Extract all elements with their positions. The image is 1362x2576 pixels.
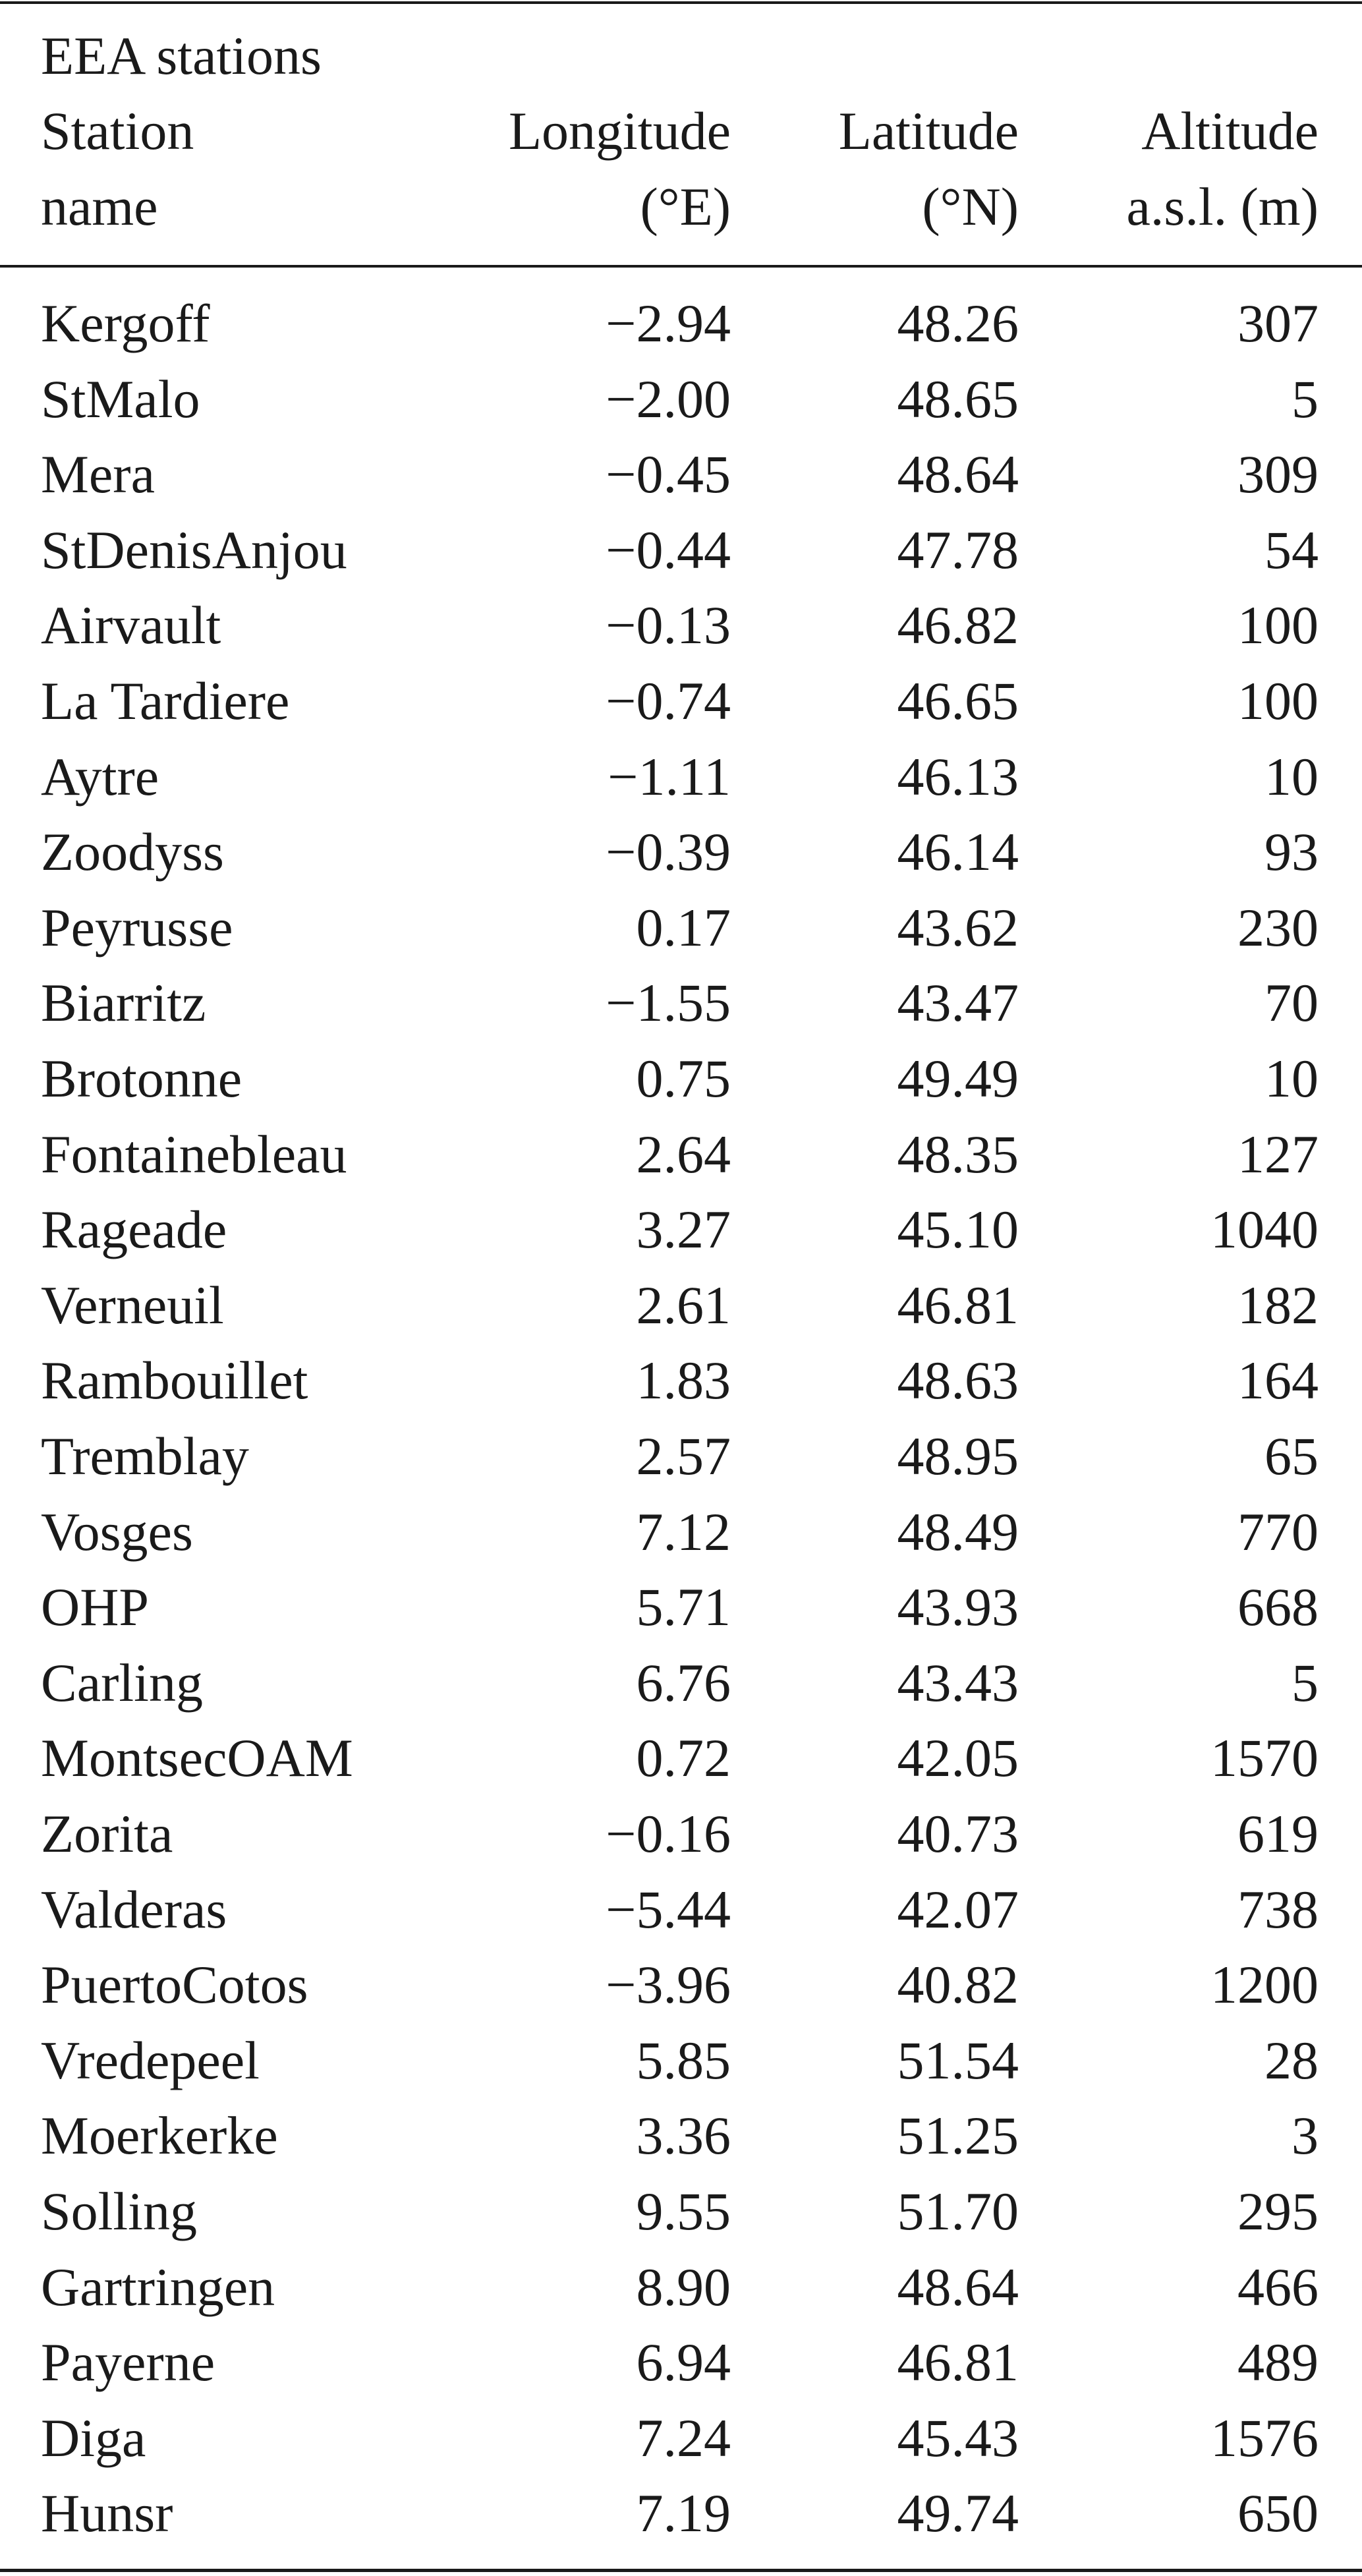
latitude-cell: 49.49 (897, 1048, 1019, 1108)
longitude-cell: 3.36 (636, 2105, 731, 2165)
longitude-cell: 7.24 (636, 2408, 731, 2468)
latitude-cell: 51.25 (897, 2105, 1019, 2165)
longitude-cell: −0.44 (606, 520, 731, 580)
longitude-cell: −2.00 (606, 369, 731, 429)
latitude-cell: 46.81 (897, 1275, 1019, 1335)
station-name-cell: Vredepeel (41, 2030, 260, 2090)
altitude-cell: 65 (1264, 1426, 1319, 1486)
station-name-cell: StDenisAnjou (41, 520, 347, 580)
longitude-cell: 2.64 (636, 1124, 731, 1184)
station-name-cell: MontsecOAM (41, 1728, 353, 1788)
station-name-cell: Gartringen (41, 2257, 275, 2317)
altitude-cell: 54 (1264, 520, 1319, 580)
table-bottom-rule (0, 2569, 1362, 2572)
altitude-cell: 1200 (1210, 1955, 1319, 2015)
longitude-cell: −3.96 (606, 1955, 731, 2015)
altitude-cell: 738 (1237, 1879, 1319, 1939)
station-name-cell: Solling (41, 2181, 197, 2241)
latitude-cell: 51.54 (897, 2030, 1019, 2090)
table-top-rule (0, 1, 1362, 4)
latitude-cell: 48.35 (897, 1124, 1019, 1184)
header-altitude-line-1: Altitude (1141, 101, 1319, 161)
latitude-cell: 46.65 (897, 671, 1019, 731)
header-name-line-1: Station (41, 101, 194, 161)
altitude-cell: 650 (1237, 2483, 1319, 2543)
altitude-cell: 1570 (1210, 1728, 1319, 1788)
altitude-cell: 100 (1237, 671, 1319, 731)
latitude-cell: 49.74 (897, 2483, 1019, 2543)
longitude-cell: 3.27 (636, 1199, 731, 1259)
longitude-cell: 6.76 (636, 1653, 731, 1713)
altitude-cell: 10 (1264, 1048, 1319, 1108)
altitude-cell: 770 (1237, 1502, 1319, 1562)
longitude-cell: 7.12 (636, 1502, 731, 1562)
latitude-cell: 43.47 (897, 973, 1019, 1033)
station-name-cell: La Tardiere (41, 671, 290, 731)
altitude-cell: 307 (1237, 293, 1319, 353)
station-name-cell: Kergoff (41, 293, 210, 353)
altitude-cell: 619 (1237, 1804, 1319, 1864)
station-name-cell: Tremblay (41, 1426, 249, 1486)
longitude-cell: −0.39 (606, 822, 731, 882)
station-name-cell: Diga (41, 2408, 146, 2468)
header-longitude-line-2: (°E) (640, 177, 731, 237)
altitude-cell: 70 (1264, 973, 1319, 1033)
altitude-cell: 230 (1237, 898, 1319, 958)
station-name-cell: Fontainebleau (41, 1124, 347, 1184)
altitude-cell: 3 (1291, 2105, 1319, 2165)
longitude-cell: 0.17 (636, 898, 731, 958)
altitude-cell: 5 (1291, 369, 1319, 429)
header-latitude-line-2: (°N) (922, 177, 1019, 237)
altitude-cell: 1576 (1210, 2408, 1319, 2468)
longitude-cell: 0.72 (636, 1728, 731, 1788)
station-name-cell: Biarritz (41, 973, 206, 1033)
latitude-cell: 42.07 (897, 1879, 1019, 1939)
station-name-cell: Airvault (41, 595, 221, 655)
latitude-cell: 48.64 (897, 444, 1019, 504)
altitude-cell: 164 (1237, 1350, 1319, 1410)
station-name-cell: Payerne (41, 2332, 215, 2392)
header-name-line-2: name (41, 177, 158, 237)
latitude-cell: 46.14 (897, 822, 1019, 882)
longitude-cell: −0.74 (606, 671, 731, 731)
longitude-cell: −5.44 (606, 1879, 731, 1939)
longitude-cell: 7.19 (636, 2483, 731, 2543)
latitude-cell: 42.05 (897, 1728, 1019, 1788)
station-name-cell: StMalo (41, 369, 200, 429)
station-name-cell: Aytre (41, 747, 159, 807)
altitude-cell: 295 (1237, 2181, 1319, 2241)
altitude-cell: 1040 (1210, 1199, 1319, 1259)
longitude-cell: −1.11 (608, 747, 731, 807)
latitude-cell: 43.43 (897, 1653, 1019, 1713)
latitude-cell: 51.70 (897, 2181, 1019, 2241)
latitude-cell: 45.10 (897, 1199, 1019, 1259)
altitude-cell: 309 (1237, 444, 1319, 504)
station-name-cell: Peyrusse (41, 898, 233, 958)
station-name-cell: Rambouillet (41, 1350, 308, 1410)
station-name-cell: PuertoCotos (41, 1955, 308, 2015)
table-caption: EEA stations (41, 26, 322, 86)
longitude-cell: −0.16 (606, 1804, 731, 1864)
station-name-cell: Verneuil (41, 1275, 224, 1335)
longitude-cell: −1.55 (606, 973, 731, 1033)
altitude-cell: 466 (1237, 2257, 1319, 2317)
altitude-cell: 28 (1264, 2030, 1319, 2090)
altitude-cell: 93 (1264, 822, 1319, 882)
longitude-cell: 8.90 (636, 2257, 731, 2317)
longitude-cell: 5.71 (636, 1577, 731, 1637)
longitude-cell: 1.83 (636, 1350, 731, 1410)
latitude-cell: 43.62 (897, 898, 1019, 958)
longitude-cell: −0.45 (606, 444, 731, 504)
altitude-cell: 10 (1264, 747, 1319, 807)
altitude-cell: 489 (1237, 2332, 1319, 2392)
altitude-cell: 5 (1291, 1653, 1319, 1713)
latitude-cell: 46.13 (897, 747, 1019, 807)
latitude-cell: 45.43 (897, 2408, 1019, 2468)
station-name-cell: Zoodyss (41, 822, 224, 882)
station-name-cell: Carling (41, 1653, 203, 1713)
altitude-cell: 100 (1237, 595, 1319, 655)
station-name-cell: Moerkerke (41, 2105, 278, 2165)
latitude-cell: 40.73 (897, 1804, 1019, 1864)
latitude-cell: 48.95 (897, 1426, 1019, 1486)
station-name-cell: Rageade (41, 1199, 227, 1259)
station-name-cell: Zorita (41, 1804, 173, 1864)
altitude-cell: 668 (1237, 1577, 1319, 1637)
latitude-cell: 40.82 (897, 1955, 1019, 2015)
station-name-cell: Hunsr (41, 2483, 173, 2543)
station-name-cell: Brotonne (41, 1048, 242, 1108)
station-name-cell: OHP (41, 1577, 150, 1637)
longitude-cell: −0.13 (606, 595, 731, 655)
latitude-cell: 48.65 (897, 369, 1019, 429)
latitude-cell: 46.82 (897, 595, 1019, 655)
station-name-cell: Mera (41, 444, 156, 504)
altitude-cell: 127 (1237, 1124, 1319, 1184)
longitude-cell: 2.61 (636, 1275, 731, 1335)
station-name-cell: Vosges (41, 1502, 193, 1562)
latitude-cell: 48.26 (897, 293, 1019, 353)
longitude-cell: 5.85 (636, 2030, 731, 2090)
latitude-cell: 48.63 (897, 1350, 1019, 1410)
longitude-cell: 0.75 (636, 1048, 731, 1108)
latitude-cell: 43.93 (897, 1577, 1019, 1637)
altitude-cell: 182 (1237, 1275, 1319, 1335)
longitude-cell: 6.94 (636, 2332, 731, 2392)
latitude-cell: 48.64 (897, 2257, 1019, 2317)
longitude-cell: −2.94 (606, 293, 731, 353)
header-altitude-line-2: a.s.l. (m) (1126, 177, 1319, 237)
latitude-cell: 47.78 (897, 520, 1019, 580)
station-name-cell: Valderas (41, 1879, 227, 1939)
latitude-cell: 46.81 (897, 2332, 1019, 2392)
header-rule (0, 265, 1362, 268)
longitude-cell: 2.57 (636, 1426, 731, 1486)
latitude-cell: 48.49 (897, 1502, 1019, 1562)
header-latitude-line-1: Latitude (838, 101, 1019, 161)
header-longitude-line-1: Longitude (508, 101, 731, 161)
longitude-cell: 9.55 (636, 2181, 731, 2241)
